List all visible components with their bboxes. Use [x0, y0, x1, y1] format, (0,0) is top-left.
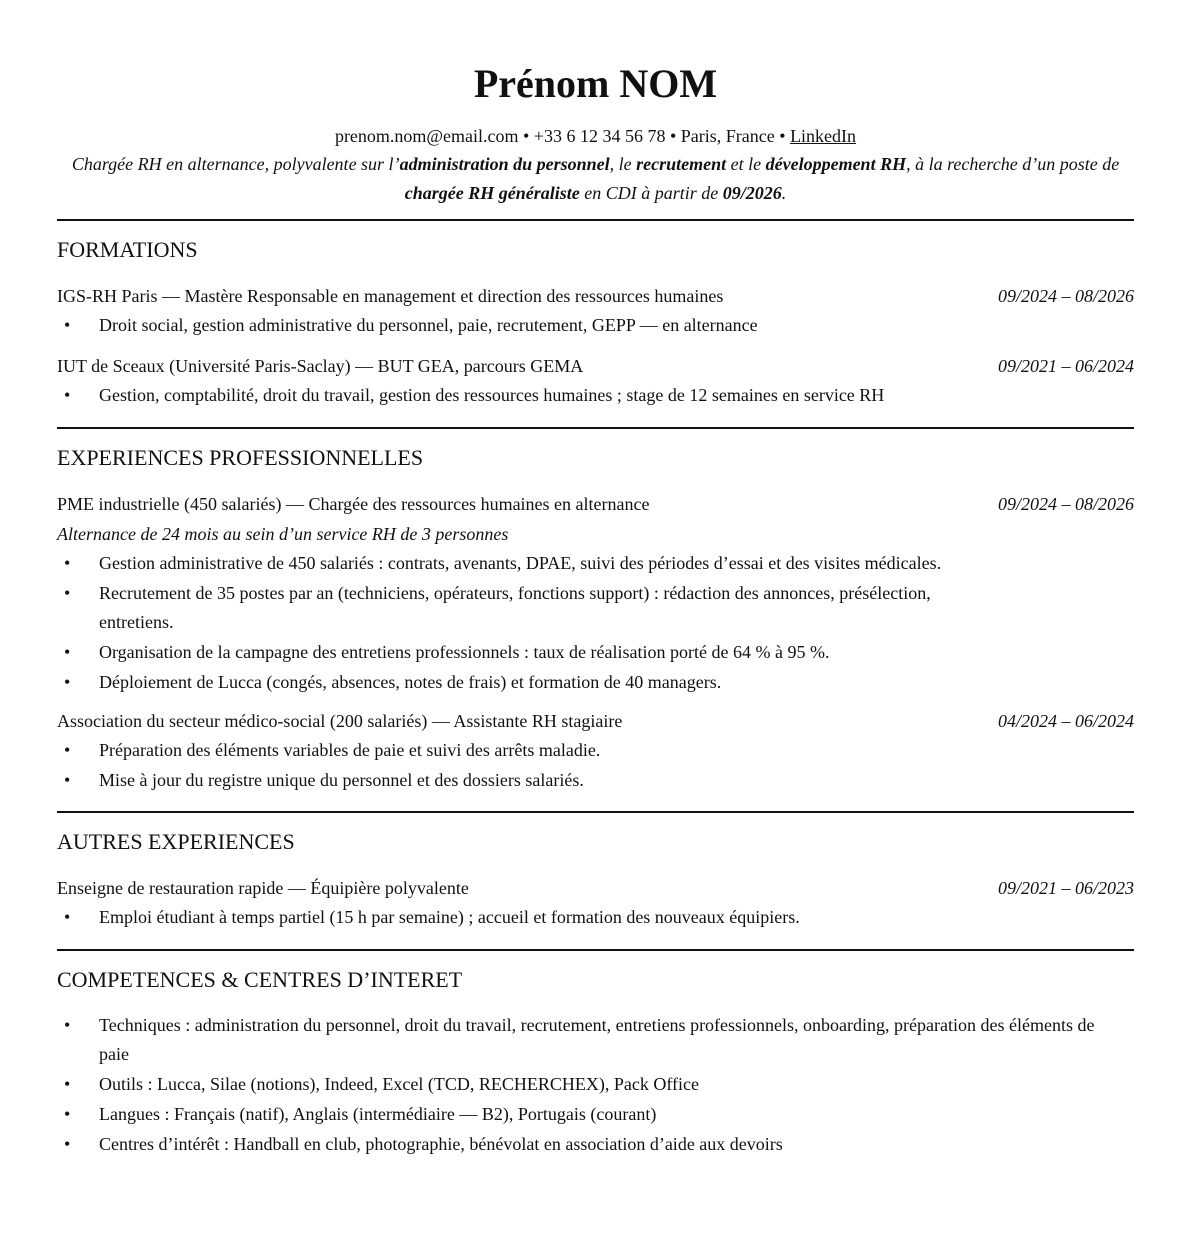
entry-header: [57, 351, 1134, 381]
summary-bold: administration du personnel: [399, 154, 610, 174]
section-divider: [57, 949, 1134, 951]
linkedin-link[interactable]: LinkedIn: [790, 126, 857, 146]
candidate-name: Prénom NOM: [473, 61, 718, 106]
list-item: • Recrutement de 35 postes par an (techniciens, opérateurs, fonctions support) : rédaction des annonces, présélection, entretiens.: [57, 579, 954, 637]
entry-header: [57, 706, 1134, 736]
entry-title: PME industrielle (450 salariés) — Chargée des ressources humaines en alternance: [57, 494, 650, 514]
summary-text: , à la recherche d’un poste de: [906, 154, 1120, 174]
list-item: • Centres d’intérêt : Handball en club, photographie, bénévolat en association d’aide aux devoirs: [57, 1130, 1124, 1159]
section-title-formations: FORMATIONS: [57, 237, 198, 262]
summary-text: , le: [609, 154, 637, 174]
entry-header: [57, 873, 1134, 903]
experience-entry: [57, 706, 1134, 795]
summary-text: et le: [726, 154, 766, 174]
other-experience-entry: [57, 873, 1134, 932]
summary-text: .: [781, 183, 787, 203]
summary-bold: 09/2026: [722, 183, 782, 203]
summary-text: en CDI à partir de: [579, 183, 723, 203]
separator: •: [665, 126, 681, 146]
separator: •: [774, 126, 791, 146]
section-divider: [57, 811, 1134, 813]
contact-line: [57, 124, 1134, 148]
list-item: • Préparation des éléments variables de paie et suivi des arrêts maladie.: [57, 736, 1134, 765]
list-item: • Organisation de la campagne des entretiens professionnels : taux de réalisation porté de 64 % à 95 %.: [57, 638, 954, 667]
summary-text: Chargée RH en alternance, polyvalente sur l’: [71, 154, 400, 174]
summary-bold: chargée RH généraliste: [404, 183, 580, 203]
entry-title: IUT de Sceaux (Université Paris-Saclay) — BUT GEA, parcours GEMA: [57, 356, 584, 376]
separator: •: [518, 126, 534, 146]
summary-bold: recrutement: [636, 154, 727, 174]
bullet-list: [57, 903, 1134, 932]
entry-title: Association du secteur médico-social (200 salariés) — Assistante RH stagiaire: [57, 711, 623, 731]
skills-list: [57, 1011, 1124, 1159]
bullet-list: [57, 381, 1134, 410]
list-item: • Mise à jour du registre unique du personnel et des dossiers salariés.: [57, 766, 1134, 795]
list-item: • Emploi étudiant à temps partiel (15 h par semaine) ; accueil et formation des nouveaux équipiers.: [57, 903, 1134, 932]
entry-dates: 09/2024 – 08/2026: [997, 286, 1134, 306]
list-item: • Techniques : administration du personnel, droit du travail, recrutement, entretiens professionnels, onboarding, préparation des éléments de paie: [57, 1011, 1124, 1069]
entry-dates: 04/2024 – 06/2024: [997, 711, 1134, 731]
entry-title: IGS-RH Paris — Mastère Responsable en management et direction des ressources humaines: [57, 286, 724, 306]
summary-bold: développement RH: [765, 154, 907, 174]
entry-title: Enseigne de restauration rapide — Équipière polyvalente: [57, 878, 469, 898]
profile-summary: [63, 150, 1128, 208]
formation-entry: [57, 351, 1134, 410]
location: Paris, France: [680, 126, 775, 146]
list-item: • Gestion administrative de 450 salariés : contrats, avenants, DPAE, suivi des périodes d’essai et des visites médicales.: [57, 549, 954, 578]
entry-header: [57, 281, 1134, 311]
section-title-experiences: EXPERIENCES PROFESSIONNELLES: [57, 445, 424, 470]
resume-page: [57, 0, 1134, 1159]
list-item: • Droit social, gestion administrative du personnel, paie, recrutement, GEPP — en alternance: [57, 311, 1134, 340]
section-title-competences: COMPETENCES & CENTRES D’INTERET: [57, 967, 463, 992]
entry-dates: 09/2024 – 08/2026: [997, 494, 1134, 514]
section-title-autres: AUTRES EXPERIENCES: [57, 829, 295, 854]
list-item: • Déploiement de Lucca (congés, absences, notes de frais) et formation de 40 managers.: [57, 668, 954, 697]
section-divider: [57, 219, 1134, 221]
entry-subtitle: Alternance de 24 mois au sein d’un service RH de 3 personnes: [57, 524, 509, 544]
list-item: • Outils : Lucca, Silae (notions), Indeed, Excel (TCD, RECHERCHEX), Pack Office: [57, 1070, 1124, 1099]
entry-header: [57, 489, 1134, 519]
phone: +33 6 12 34 56 78: [533, 126, 666, 146]
entry-dates: 09/2021 – 06/2023: [997, 878, 1134, 898]
bullet-list: [57, 311, 1134, 340]
list-item: • Gestion, comptabilité, droit du travail, gestion des ressources humaines ; stage de 12 semaines en service RH: [57, 381, 1134, 410]
bullet-list: [57, 736, 1134, 795]
bullet-list: [57, 549, 954, 697]
formation-entry: [57, 281, 1134, 340]
entry-dates: 09/2021 – 06/2024: [997, 356, 1134, 376]
section-divider: [57, 427, 1134, 429]
experience-entry: [57, 489, 1134, 697]
email: prenom.nom@email.com: [334, 126, 519, 146]
list-item: • Langues : Français (natif), Anglais (intermédiaire — B2), Portugais (courant): [57, 1100, 1124, 1129]
